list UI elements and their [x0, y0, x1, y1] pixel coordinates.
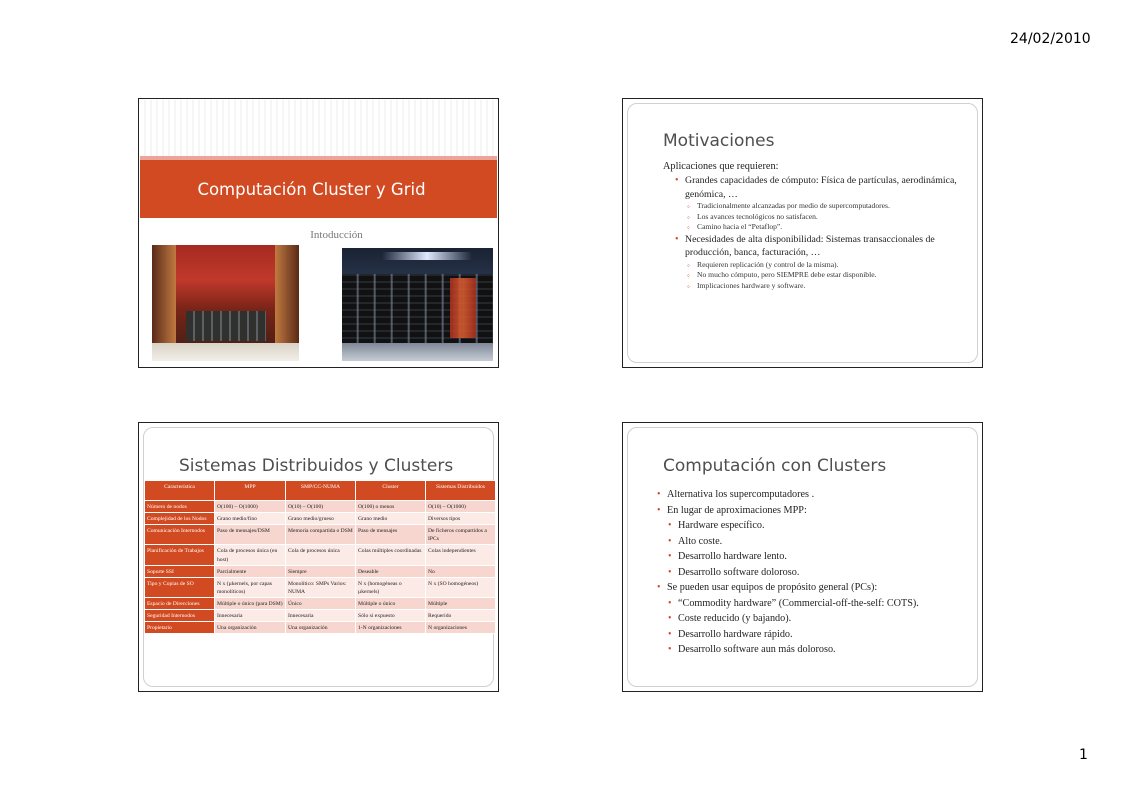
row-header: Soporte SSI — [145, 565, 215, 577]
table-cell: Grano medio — [356, 513, 426, 525]
table-row — [145, 622, 496, 634]
list-item: ◦ Camino hacia el “Petaflop”. — [663, 222, 963, 232]
slide-1-canvas — [140, 100, 497, 366]
table-cell: Sólo si expuesto — [356, 610, 426, 622]
server-racks-photo — [342, 248, 493, 361]
column-header: Sistemas Distribuidos — [426, 481, 496, 501]
page-number: 1 — [1079, 747, 1088, 763]
table-cell: Parcialmente — [215, 565, 286, 577]
table-row — [145, 597, 496, 609]
table-cell: Monolítico: SMPs Varios: NUMA — [286, 577, 356, 597]
table-cell: Grano medio/grueso — [286, 513, 356, 525]
table-cell: Paso de mensajes — [356, 525, 426, 545]
table-cell: O(10) – O(1000) — [426, 501, 496, 513]
photo-floor — [152, 343, 299, 361]
table-row — [145, 525, 496, 545]
list-item: ◦ Los avances tecnológicos no satisfacen. — [663, 212, 963, 222]
table-cell: Paso de mensajes/DSM — [215, 525, 286, 545]
table-cell: Cola de procesos única — [286, 545, 356, 565]
list-item: • En lugar de aproximaciones MPP: — [655, 503, 970, 519]
row-header: Seguridad Internodos — [145, 610, 215, 622]
slide-2-thumbnail[interactable] — [622, 98, 983, 368]
list-item: ◦ Requieren replicación (y control de la misma). — [663, 260, 963, 270]
row-header: Número de nodos — [145, 501, 215, 513]
photo-light — [382, 252, 472, 260]
slide-1-thumbnail[interactable] — [138, 98, 499, 368]
table-cell: N x (SO homogéneos) — [426, 577, 496, 597]
table-cell: Diversos tipos — [426, 513, 496, 525]
slide-4-title: Computación con Clusters — [663, 456, 887, 476]
table-cell: Una organización — [215, 622, 286, 634]
list-item: • Desarrollo software aun más doloroso. — [655, 642, 970, 658]
table-header-row — [145, 481, 496, 501]
list-item: Aplicaciones que requieren: — [663, 161, 779, 172]
slide-3-thumbnail[interactable] — [138, 422, 499, 692]
list-item: • Necesidades de alta disponibilidad: Sistemas transaccionales de producción, banca, facturación, … — [663, 233, 963, 260]
list-item: ◦ Tradicionalmente alcanzadas por medio de supercomputadores. — [663, 201, 963, 211]
table-row — [145, 565, 496, 577]
datacenter-chapel-photo — [152, 245, 299, 361]
table-row — [145, 577, 496, 597]
table-cell: Siempre — [286, 565, 356, 577]
table-cell: Innecesaria — [215, 610, 286, 622]
list-item: • Desarrollo software doloroso. — [655, 565, 970, 581]
slide-4-bullets — [655, 487, 970, 658]
table-cell: N organizaciones — [426, 622, 496, 634]
row-header: Espacio de Direcciones — [145, 597, 215, 609]
photo-red-rack — [450, 278, 476, 338]
table-cell: Memoria compartida o DSM — [286, 525, 356, 545]
table-cell: N x (homogéneas o µkernels) — [356, 577, 426, 597]
table-cell: Múltiple o único — [356, 597, 426, 609]
table-cell: Innecesaria — [286, 610, 356, 622]
list-item: • Coste reducido (y bajando). — [655, 611, 970, 627]
table-cell: N x (µkernels, por capas monolíticos) — [215, 577, 286, 597]
table-row — [145, 513, 496, 525]
slide-1-title: Computación Cluster y Grid — [197, 179, 426, 199]
list-item: • Alto coste. — [655, 534, 970, 550]
table-cell: Múltiple o único (para DSM) — [215, 597, 286, 609]
row-header: Planificación de Trabajos — [145, 545, 215, 565]
column-header: SMP/CC-NUMA — [286, 481, 356, 501]
table-cell: Único — [286, 597, 356, 609]
row-header: Comunicación Internodos — [145, 525, 215, 545]
page-date: 24/02/2010 — [1010, 31, 1091, 47]
photo-cabinet — [186, 311, 266, 341]
table-cell: Una organización — [286, 622, 356, 634]
table-cell: O(100) o menos — [356, 501, 426, 513]
table-cell: Colas independientes — [426, 545, 496, 565]
column-header: Cluster — [356, 481, 426, 501]
row-header: Complejidad de los Nodos — [145, 513, 215, 525]
column-header: Característica — [145, 481, 215, 501]
list-item: • Hardware específico. — [655, 518, 970, 534]
slide-2-bullets — [663, 160, 963, 291]
slide-4-thumbnail[interactable] — [622, 422, 983, 692]
list-item: • Desarrollo hardware lento. — [655, 549, 970, 565]
comparison-table — [144, 480, 496, 634]
table-cell: Múltiple — [426, 597, 496, 609]
slide-2-title: Motivaciones — [663, 131, 775, 151]
list-item: • Grandes capacidades de cómputo: Física de partículas, aerodinámica, genómica, … — [663, 174, 963, 201]
table-cell: Cola de procesos única (en host) — [215, 545, 286, 565]
list-item: ◦ No mucho cómputo, pero SIEMPRE debe estar disponible. — [663, 270, 963, 280]
stripe-pattern — [140, 100, 497, 156]
row-header: Propietario — [145, 622, 215, 634]
table-cell: Colas múltiples coordinadas — [356, 545, 426, 565]
slide-2-canvas — [627, 103, 978, 363]
row-header: Tipo y Copias de SO — [145, 577, 215, 597]
table-cell: O(10) – O(100) — [286, 501, 356, 513]
list-item: • Desarrollo hardware rápido. — [655, 627, 970, 643]
title-bar — [140, 160, 497, 218]
table-cell: Grano medio/fino — [215, 513, 286, 525]
table-cell: 1-N organizaciones — [356, 622, 426, 634]
table-cell: Requerido — [426, 610, 496, 622]
list-item: • Alternativa los supercomputadores . — [655, 487, 970, 503]
table-row — [145, 501, 496, 513]
column-header: MPP — [215, 481, 286, 501]
slide-4-canvas — [627, 427, 978, 687]
list-item: • “Commodity hardware” (Commercial-off-the-self: COTS). — [655, 596, 970, 612]
table-row — [145, 610, 496, 622]
table-cell: De ficheros compartidos a IPCs — [426, 525, 496, 545]
slide-1-subtitle: Intoducción — [310, 229, 363, 241]
slide-3-title: Sistemas Distribuidos y Clusters — [179, 456, 454, 476]
list-item: ◦ Implicaciones hardware y software. — [663, 281, 963, 291]
table-row — [145, 545, 496, 565]
list-item: • Se pueden usar equipos de propósito general (PCs): — [655, 580, 970, 596]
table-cell: Deseable — [356, 565, 426, 577]
table-cell: O(100) – O(1000) — [215, 501, 286, 513]
photo-floor — [342, 343, 493, 361]
table-cell: No — [426, 565, 496, 577]
